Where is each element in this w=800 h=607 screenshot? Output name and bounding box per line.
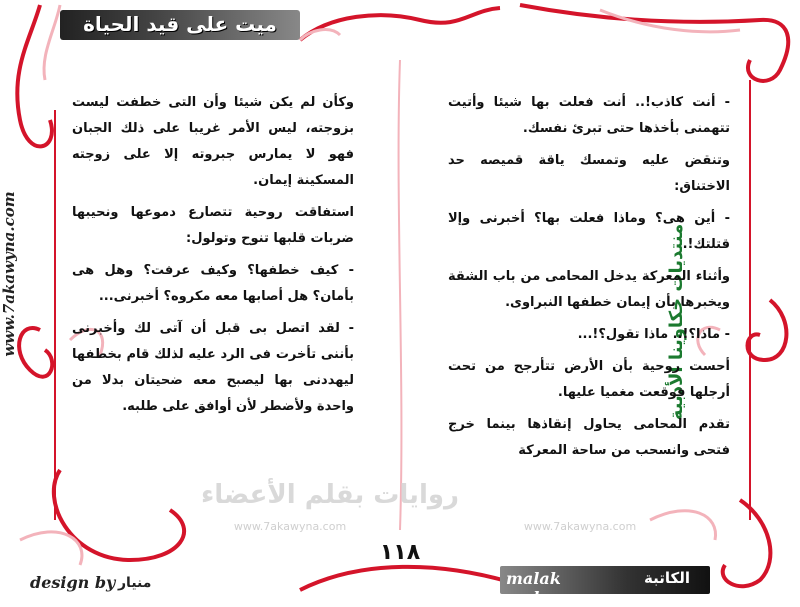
swirl-top-left bbox=[17, 5, 52, 146]
paragraph: استفاقت روحية تتصارع دموعها ونحيبها ضربات قلبها تنوح وتولول: bbox=[72, 205, 354, 246]
paragraph: وكأن لم يكن شيئا وأن التى خطفت ليست بزوجته، ليس الأمر غريبا على ذلك الجبان فهو لا يمارس جبروته إلا على زوجته المسكينة إيمان. bbox=[72, 95, 354, 188]
paragraph: وأثناء المعركة يدخل المحامى من باب الشقة ويخبرها بأن إيمان خطفها النبراوى. bbox=[448, 269, 730, 310]
swirl-right-middle bbox=[748, 300, 787, 360]
author-label: الكاتبة bbox=[644, 569, 690, 587]
watermark-url: www.7akawyna.com bbox=[233, 520, 347, 533]
paragraph: - أين هى؟ وماذا فعلت بها؟ أخبرنى وإلا قتلتك!. bbox=[448, 211, 730, 252]
swirl-bottom-right-2 bbox=[650, 511, 716, 540]
swirl-top-right-inner bbox=[600, 10, 740, 32]
paragraph: - كيف خطفها؟ وكيف عرفت؟ وهل هى بأمان؟ هل أصابها معه مكروه؟ أخبرنى... bbox=[72, 263, 354, 304]
story-title: ميت على قيد الحياة bbox=[83, 12, 277, 36]
swirl-bottom-center bbox=[300, 567, 520, 590]
watermark-text: روايات بقلم الأعضاء bbox=[201, 480, 459, 510]
forum-name-vertical: منتديات حكاوينا الأدبية bbox=[666, 223, 687, 421]
page-number: ١١٨ bbox=[379, 540, 421, 565]
swirl-bottom-left-2 bbox=[20, 532, 82, 565]
paragraph: أحست روحية بأن الأرض تتأرجح من تحت أرجلها فوقعت مغميا عليها. bbox=[448, 359, 730, 400]
designer-name: منيار bbox=[118, 575, 152, 591]
author-name: malak mahros bbox=[506, 569, 574, 607]
swirl-top-right bbox=[520, 5, 788, 81]
swirl-left-middle bbox=[19, 328, 52, 377]
swirl-top-center-left bbox=[300, 30, 340, 40]
paragraph: وتنقض عليه وتمسك ياقة قميصه حد الاختناق: bbox=[448, 153, 730, 194]
design-by-label: design by bbox=[30, 573, 116, 592]
center-divider bbox=[399, 60, 402, 530]
paragraph: تقدم المحامى يحاول إنقاذها بينما خرج فتحى وانسحب من ساحة المعركة bbox=[448, 417, 730, 458]
swirl-top-left-inner bbox=[44, 5, 60, 80]
watermark-url-secondary: www.7akawyna.com bbox=[523, 520, 637, 533]
site-url-vertical: www.7akawyna.com bbox=[0, 191, 18, 357]
paragraph: - لقد اتصل بى قبل أن آتى لك وأخبرنى بأننى تأخرت فى الرد عليه لذلك قام بخطفها ليهددنى بها ليصبح معه ضحيتان بدلا من واحدة ولأضطر لأن أوافق على طلبه. bbox=[72, 321, 354, 414]
swirl-bottom-left bbox=[54, 470, 184, 560]
swirl-bottom-right bbox=[723, 500, 771, 586]
swirl-top-center bbox=[300, 8, 500, 40]
paragraph: - أنت كاذب!.. أنت فعلت بها شيئا وأتيت تتهمنى بأخذها حتى تبرئ نفسك. bbox=[448, 95, 730, 136]
left-text-column bbox=[72, 90, 354, 426]
paragraph: - ماذا؟!.. ماذا تقول؟!... bbox=[577, 327, 730, 342]
right-text-column bbox=[448, 90, 730, 470]
